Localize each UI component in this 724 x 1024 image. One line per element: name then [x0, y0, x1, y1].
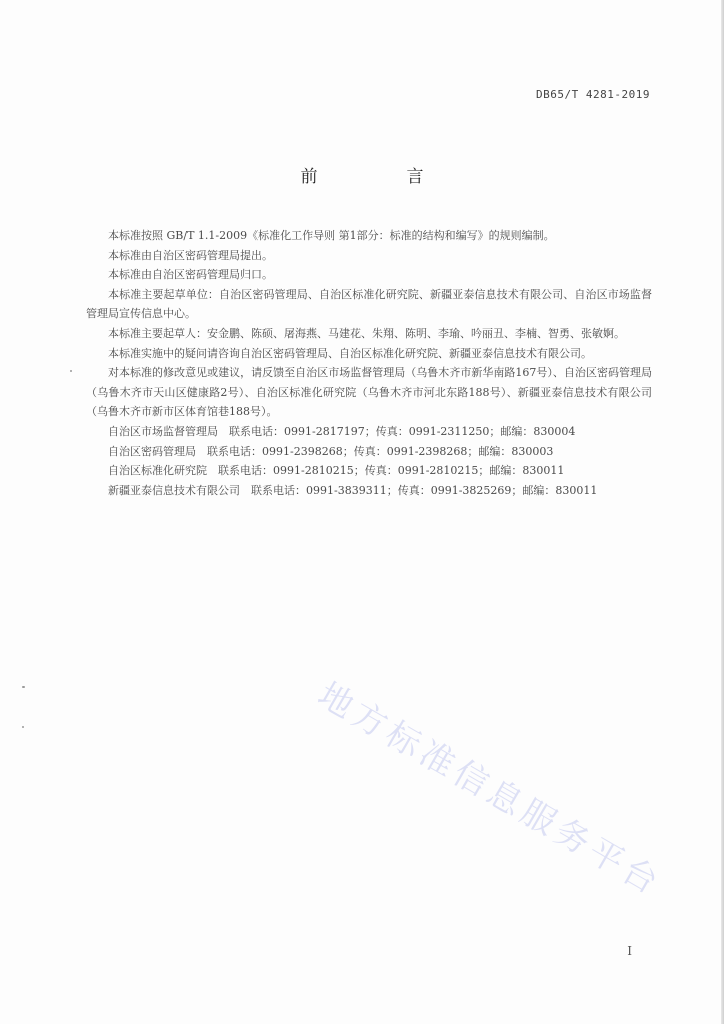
watermark: 地方标准信息服务平台: [311, 674, 669, 905]
standard-code: DB65/T 4281-2019: [536, 88, 650, 101]
scan-speck: [22, 686, 25, 688]
scan-speck: [70, 370, 72, 372]
paragraph-feedback: 对本标准的修改意见或建议，请反馈至自治区市场监督管理局（乌鲁木齐市新华南路167号）、自治区密码管理局（乌鲁木齐市天山区健康路2号）、自治区标准化研究院（乌鲁木齐市河北东路188号）、新疆亚泰信息技术有限公司（乌鲁木齐市新市区体育馆巷188号）。: [86, 366, 652, 419]
paragraph-drafters: 本标准主要起草人：安金鹏、陈硕、屠海燕、马建花、朱翔、陈明、李瑜、吟丽丑、李楠、智勇、张敏婀。: [108, 326, 625, 340]
contact-standardization-institute: 自治区标准化研究院 联系电话：0991-2810215；传真：0991-2810215；邮编：830011: [108, 464, 565, 478]
paragraph-inquiries: 本标准实施中的疑问请咨询自治区密码管理局、自治区标准化研究院、新疆亚泰信息技术有限公司。: [108, 346, 592, 360]
paragraph-centralized-by: 本标准由自治区密码管理局归口。: [108, 268, 273, 282]
paragraph-proposed-by: 本标准由自治区密码管理局提出。: [108, 248, 273, 262]
contact-yatai-company: 新疆亚泰信息技术有限公司 联系电话：0991-3839311；传真：0991-3825269；邮编：830011: [108, 483, 598, 497]
contact-market-regulation: 自治区市场监督管理局 联系电话：0991-2817197；传真：0991-2311250；邮编：830004: [108, 424, 576, 438]
page-number: I: [627, 944, 632, 958]
contact-cryptography-bureau: 自治区密码管理局 联系电话：0991-2398268；传真：0991-2398268；邮编：830003: [108, 444, 554, 458]
paragraph-drafting-units: 本标准主要起草单位：自治区密码管理局、自治区标准化研究院、新疆亚泰信息技术有限公司、自治区市场监督管理局宣传信息中心。: [86, 287, 652, 321]
scan-speck: [22, 726, 24, 728]
paragraph-drafting-rules: 本标准按照 GB/T 1.1-2009《标准化工作导则 第1部分：标准的结构和编写》的规则编制。: [108, 229, 555, 242]
foreword-body: [86, 226, 652, 500]
page-title: 前 言: [300, 167, 460, 187]
